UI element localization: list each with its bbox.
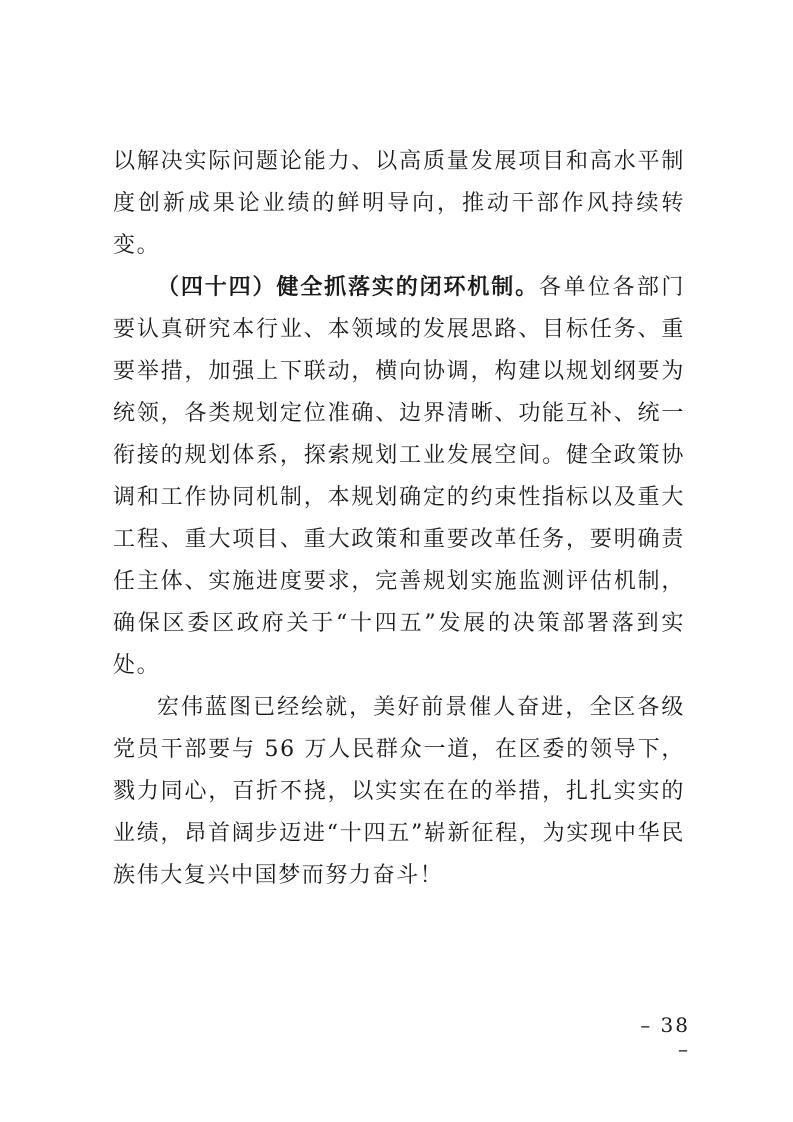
- paragraph-1-text: 以解决实际问题论能力、以高质量发展项目和高水平制度创新成果论业绩的鲜明导向，推动干部作风持续转变。: [113, 149, 685, 258]
- paragraph-1: [113, 141, 685, 267]
- paragraph-3: [113, 687, 685, 897]
- paragraph-2-text: 各单位各部门要认真研究本行业、本领域的发展思路、目标任务、重要举措，加强上下联动，横向协调，构建以规划纲要为统领，各类规划定位准确、边界清晰、功能互补、统一衔接的规划体系，探索规划工业发展空间。健全政策协调和工作协同机制，本规划确定的约束性指标以及重大工程、重大项目、重大政策和重要改革任务，要明确责任主体、实施进度要求，完善规划实施监测评估机制，确保区委区政府关于“十四五”发展的决策部署落到实处。: [113, 275, 685, 678]
- body-text: [113, 141, 685, 897]
- paragraph-3-text: 宏伟蓝图已经绘就，美好前景催人奋进，全区各级党员干部要与 56 万人民群众一道，在区委的领导下，戮力同心，百折不挠，以实实在在的举措，扎扎实实的业绩，昂首阔步迈进“十四五”崭新征程，为实现中华民族伟大复兴中国梦而努力奋斗！: [113, 695, 685, 888]
- page-number: – 38 –: [640, 1013, 690, 1061]
- paragraph-2: [113, 267, 685, 687]
- section-heading-44: （四十四）健全抓落实的闭环机制。: [157, 275, 540, 300]
